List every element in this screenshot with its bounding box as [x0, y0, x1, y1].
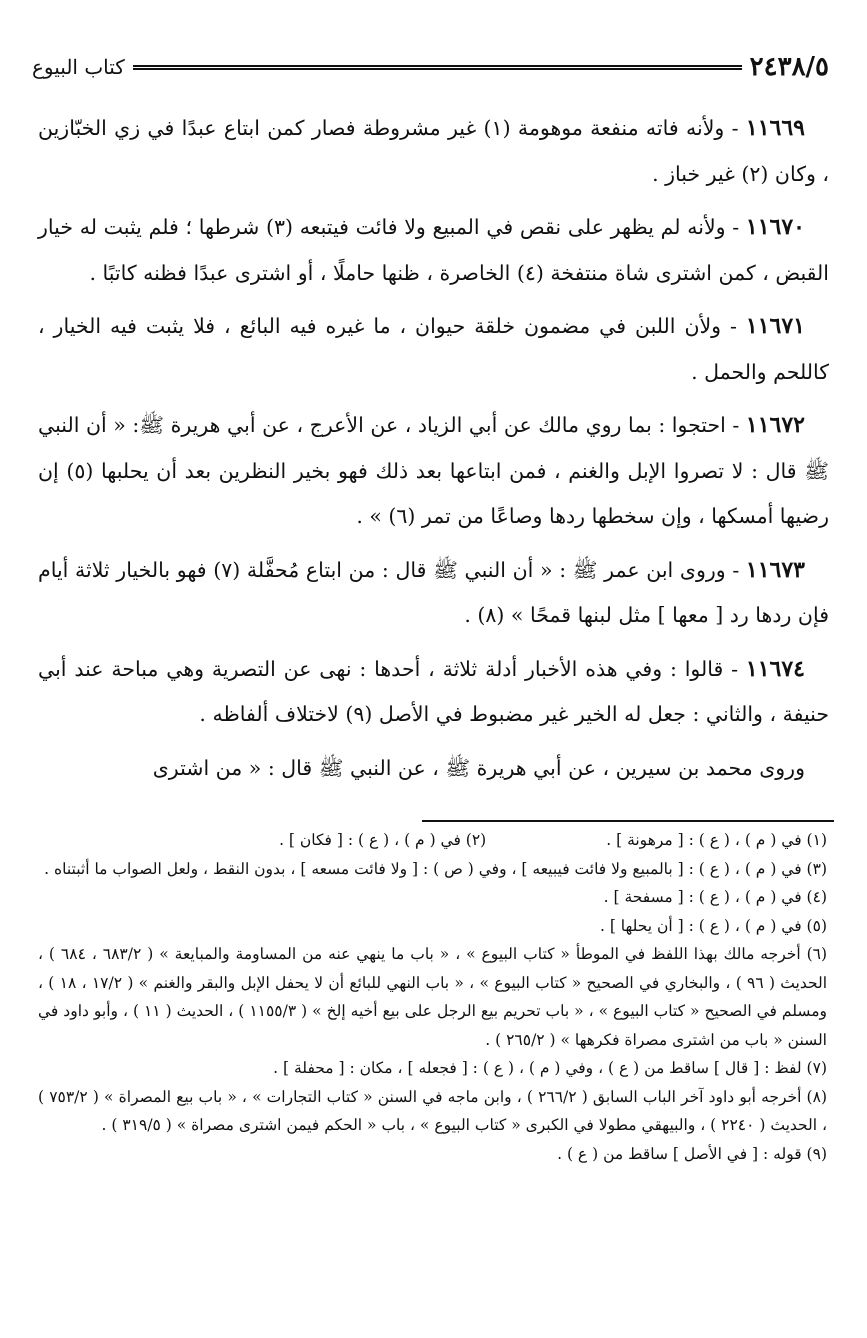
footnote-4: (٤) في ( م ) ، ( ع ) : [ مسفحة ] .	[603, 888, 827, 906]
footnote-8: (٨) أخرجه أبو داود آخر الباب السابق ( ٢٦٦/٢ ) ، وابن ماجه في السنن « كتاب التجارات » ، « باب بيع المصراة » ( ٧٥٣/٢ ) ، الحديث ( ٢٢٤٠ ) ، والبيهقي مطولا في الكبرى « كتاب البيوع » ، باب « الحكم فيمن اشترى مصراة » ( ٣١٩/٥ ) .	[38, 1087, 827, 1134]
paragraph-text: - ولأنه فاته منفعة موهومة (١) غير مشروطة فصار كمن ابتاع عبدًا في زي الخبّازين ، وكان (٢) غير خباز .	[38, 116, 829, 186]
paragraph-number: ١١٦٧١	[745, 313, 805, 339]
footnote-6: (٦) أخرجه مالك بهذا اللفظ في الموطأ « كتاب البيوع » ، « باب ما ينهي عنه من المساومة والمبايعة » ( ٦٨٣/٢ ، ٦٨٤ ) ، الحديث ( ٩٦ ) ، والبخاري في الصحيح « كتاب البيوع » ، « باب النهي للبائع أن لا يحفل الإبل والبقر والغنم » ( ١٧/٢ ، ١٨ ) ، ومسلم في الصحيح « كتاب البيوع » ، « باب تحريم بيع الرجل على بيع أخيه إلخ » ( ١١٥٥/٣ ) ، الحديث ( ١١ ) ، وأبو داود في السنن « باب من اشترى مصراة فكرهها » ( ٢٦٥/٢ ) .	[38, 945, 828, 1049]
header-rule	[133, 65, 742, 70]
footnotes	[38, 826, 827, 1168]
footnote-7: (٧) لفظ : [ قال ] ساقط من ( ع ) ، وفي ( م ) ، ( ع ) : [ فجعله ] ، مكان : [ محفلة ] .	[273, 1059, 827, 1077]
footnote-1: (١) في ( م ) ، ( ع ) : [ مرهونة ] .	[606, 831, 827, 849]
paragraph-number: ١١٦٦٩	[745, 115, 805, 141]
page-header	[32, 50, 829, 84]
paragraph-number: ١١٦٧٣	[745, 556, 805, 583]
paragraph-11673	[38, 548, 829, 639]
paragraph-11672	[38, 403, 829, 540]
paragraph-11674	[38, 647, 829, 738]
paragraph-number: ١١٦٧٢	[745, 412, 805, 438]
paragraph-continuation	[38, 746, 829, 792]
paragraph-text: - احتجوا : بما روي مالك عن أبي الزياد ، عن الأعرج ، عن أبي هريرة ﷺ: « أن النبي ﷺ قال : لا تصروا الإبل والغنم ، فمن ابتاعها بعد ذلك فهو بخير النظرين بعد أن يحلبها (٥) إن رضيها أمسكها ، وإن سخطها ردها وصاعًا من تمر (٦) » .	[38, 413, 829, 528]
paragraph-text: وروى محمد بن سيرين ، عن أبي هريرة ﷺ ، عن النبي ﷺ قال : « من اشترى	[152, 755, 805, 780]
paragraph-text: - ولأن اللبن في مضمون خلقة حيوان ، ما غيره فيه البائع ، فلا يثبت فيه الخيار ، كاللحم والحمل .	[38, 314, 829, 384]
footnote-9: (٩) قوله : [ في الأصل ] ساقط من ( ع ) .	[557, 1144, 827, 1163]
footnote-2: (٢) في ( م ) ، ( ع ) : [ فكان ] .	[279, 831, 487, 849]
footnote-row	[38, 826, 827, 855]
book-title: كتاب البيوع	[32, 55, 125, 79]
paragraph-11671	[38, 304, 829, 395]
paragraph-text: - قالوا : وفي هذه الأخبار أدلة ثلاثة ، أحدها : نهى عن التصرية وهي مباحة عند أبي حنيفة ، والثاني : جعل له الخير غير مضبوط في الأصل (٩) لاختلاف ألفاظه .	[38, 656, 829, 726]
paragraph-number: ١١٦٧٠	[745, 214, 805, 240]
paragraph-11669	[38, 106, 829, 197]
paragraph-text: - ولأنه لم يظهر على نقص في المبيع ولا فائت فيتبعه (٣) شرطها ؛ فلم يثبت له خيار القبض ، كمن اشترى شاة منتفخة (٤) الخاصرة ، ظنها حاملًا ، أو اشترى عبدًا فظنه كاتبًا .	[38, 215, 829, 285]
paragraph-text: - وروى ابن عمر ﷺ : « أن النبي ﷺ قال : من ابتاع مُحفَّلة (٧) فهو بالخيار ثلاثة أيام فإن ردها رد [ معها ] مثل لبنها قمحًا » (٨) .	[38, 557, 829, 627]
footnote-5: (٥) في ( م ) ، ( ع ) : [ أن يحلها ] .	[599, 916, 827, 935]
paragraph-11670	[38, 205, 829, 296]
main-text	[38, 106, 829, 799]
page-number: ٢٤٣٨/٥	[749, 52, 829, 82]
footnote-separator	[422, 820, 834, 822]
paragraph-number: ١١٦٧٤	[745, 655, 805, 682]
footnote-3: (٣) في ( م ) ، ( ع ) : [ بالمبيع ولا فائت فيبيعه ] ، وفي ( ص ) : [ ولا فائت مسعه ] ، بدون النقط ، ولعل الصواب ما أثبتناه .	[44, 859, 827, 878]
